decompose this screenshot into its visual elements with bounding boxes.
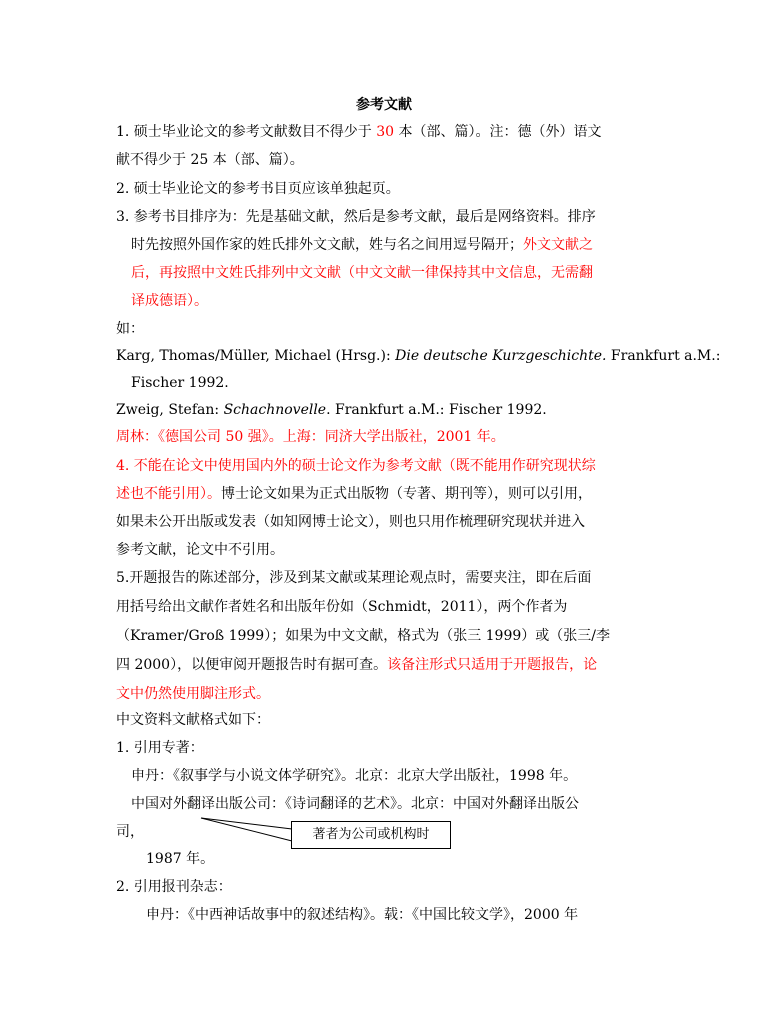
rule-4-line-2-highlight: 述也不能引用）。 xyxy=(116,486,221,502)
example-2 xyxy=(116,400,547,420)
rule-5-line-3: （Kramer/Groß 1999）；如果为中文文献，格式为（张三 1999）或（张三/李 xyxy=(116,628,610,644)
example-1-line-2: Fischer 1992. xyxy=(131,375,229,391)
rule-1-line-2: 献不得少于 25 本（部、篇）。 xyxy=(116,152,304,168)
rule-2: 2. 硕士毕业论文的参考书目页应该单独起页。 xyxy=(116,181,400,197)
rule-4-line-2 xyxy=(116,484,592,504)
section-1-example-2-line-2: 司， xyxy=(116,824,144,840)
example-1-title: Die deutsche Kurzgeschichte. xyxy=(395,348,607,364)
rule-1-text-post: 本（部、篇）。注：德（外）语文 xyxy=(394,124,602,140)
rule-5-line-4-highlight: 该备注形式只适用于开题报告，论 xyxy=(387,657,598,673)
example-3: 周林：《德国公司 50 强》。上海：同济大学出版社，2001 年。 xyxy=(116,429,505,445)
rule-4-line-1: 4. 不能在论文中使用国内外的硕士论文作为参考文献（既不能用作研究现状综 xyxy=(116,458,596,474)
rule-4-line-3: 如果未公开出版或发表（如知网博士论文），则也只用作梳理研究现状并进入 xyxy=(116,514,585,530)
example-1-publisher: Frankfurt a.M.: xyxy=(606,348,721,364)
section-1-example-2-line-3: 1987 年。 xyxy=(146,851,215,867)
cn-format-heading: 中文资料文献格式如下： xyxy=(116,712,270,728)
rule-3-line-2-normal: 时先按照外国作家的姓氏排外文文献，姓与名之间用逗号隔开； xyxy=(131,237,523,253)
rule-1-count: 30 xyxy=(376,124,395,140)
section-2-label: 2. 引用报刊杂志： xyxy=(116,879,232,895)
rule-1-text-pre: 1. 硕士毕业论文的参考文献数目不得少于 xyxy=(116,124,377,140)
callout-box: 著者为公司或机构时 xyxy=(291,821,451,849)
example-2-author: Zweig, Stefan: xyxy=(116,402,224,418)
rule-5-line-1: 5.开题报告的陈述部分，涉及到某文献或某理论观点时，需要夹注，即在后面 xyxy=(116,570,592,586)
rule-3-line-2-highlight: 外文文献之 xyxy=(523,237,593,253)
rule-5-line-4 xyxy=(116,655,597,675)
example-2-publisher: . Frankfurt a.M.: Fischer 1992. xyxy=(326,402,547,418)
rule-1-line-1 xyxy=(116,122,602,142)
rule-3-line-1: 3. 参考书目排序为：先是基础文献，然后是参考文献，最后是网络资料。排序 xyxy=(116,209,596,225)
section-1-label: 1. 引用专著： xyxy=(116,740,204,756)
rule-5-line-5: 文中仍然使用脚注形式。 xyxy=(116,686,270,702)
example-2-title: Schachnovelle xyxy=(223,402,327,418)
example-1-line-1 xyxy=(116,346,720,366)
rule-3-line-4: 译成德语）。 xyxy=(131,293,208,309)
section-2-example-1: 申丹：《中西神话故事中的叙述结构》。载：《中国比较文学》，2000 年 xyxy=(146,907,579,923)
rule-3-line-3: 后，再按照中文姓氏排列中文文献（中文文献一律保持其中文信息，无需翻 xyxy=(131,265,593,281)
section-1-example-1: 申丹：《叙事学与小说文体学研究》。北京：北京大学出版社，1998 年。 xyxy=(131,768,578,784)
example-1-author: Karg, Thomas/Müller, Michael (Hrsg.): xyxy=(116,348,396,364)
section-1-example-2-line-1: 中国对外翻译出版公司：《诗词翻译的艺术》。北京：中国对外翻译出版公 xyxy=(131,796,579,812)
page-title: 参考文献 xyxy=(356,97,412,113)
rule-3-line-2 xyxy=(131,235,593,255)
rule-5-line-4-normal: 四 2000），以便审阅开题报告时有据可查。 xyxy=(116,657,388,673)
rule-5-line-2: 用括号给出文献作者姓名和出版年份如（Schmidt，2011），两个作者为 xyxy=(116,599,568,615)
example-label: 如： xyxy=(116,321,144,337)
rule-4-line-2-normal: 博士论文如果为正式出版物（专著、期刊等），则可以引用， xyxy=(221,486,592,502)
rule-4-line-4: 参考文献，论文中不引用。 xyxy=(116,542,284,558)
